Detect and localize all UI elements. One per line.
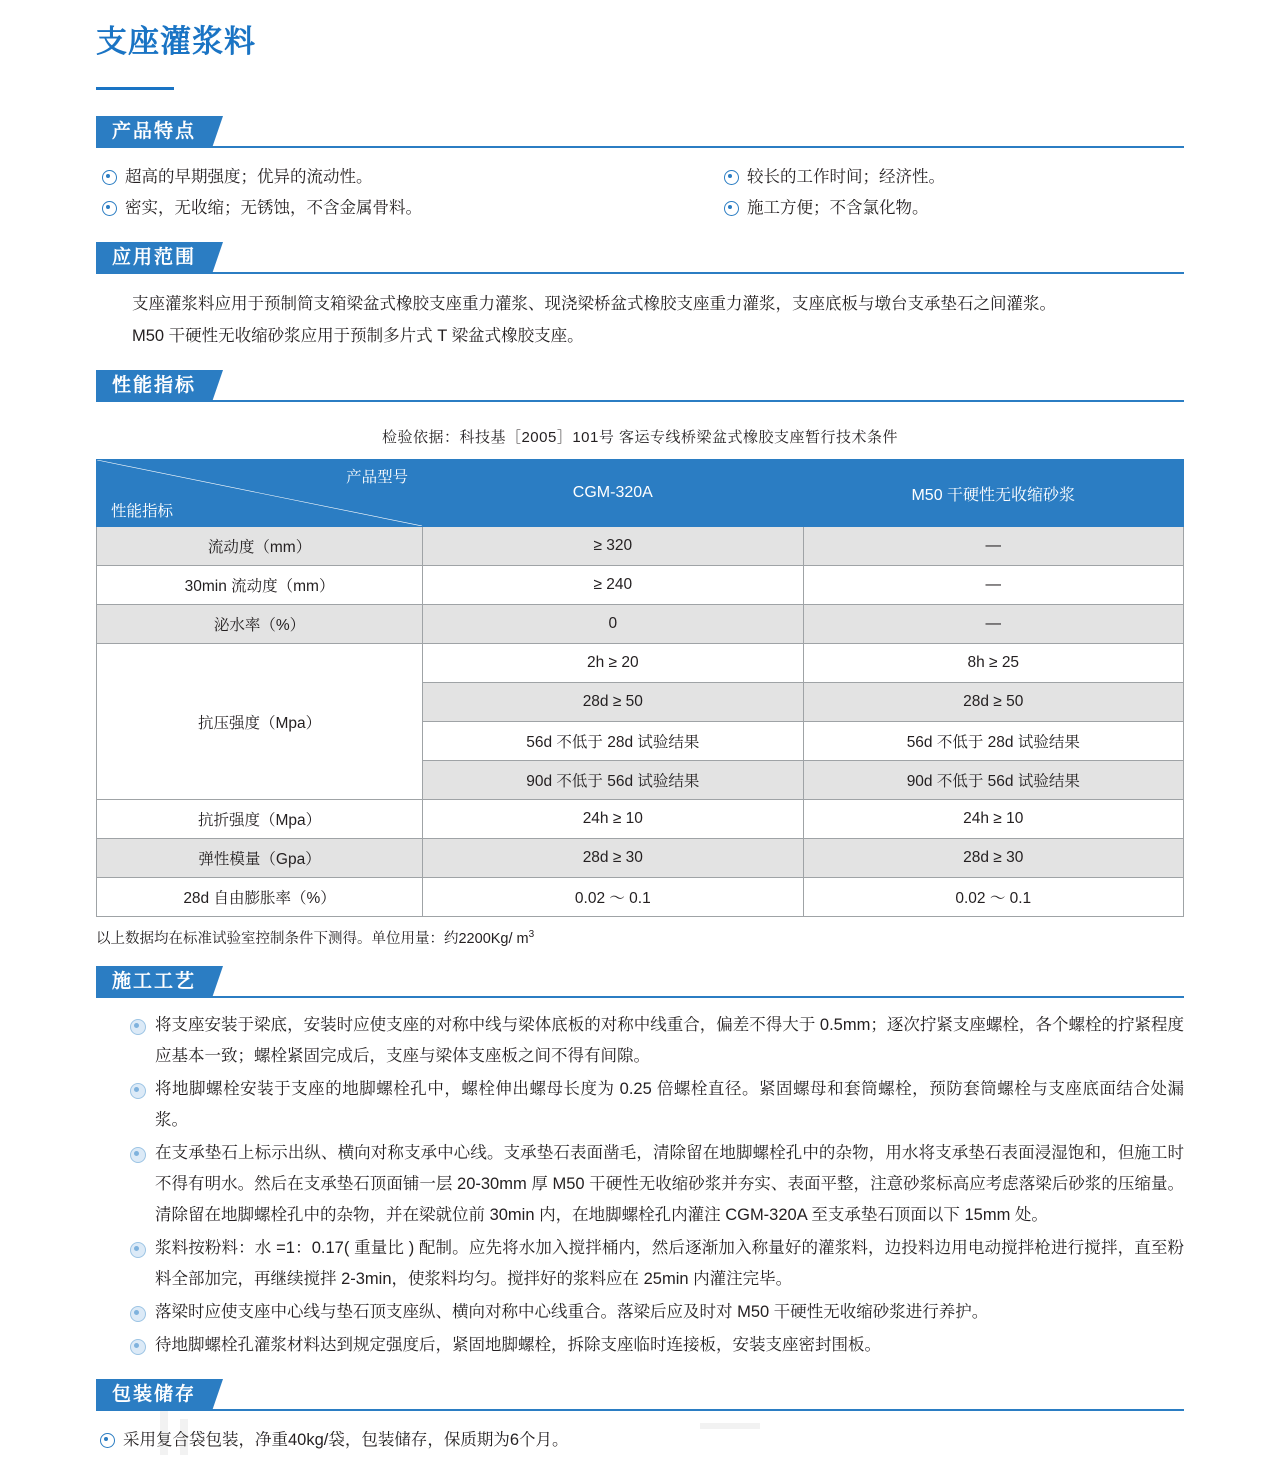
table-cell: 28d ≥ 30 (423, 839, 803, 878)
test-basis-note: 检验依据：科技基［2005］101号 客运专线桥梁盆式橡胶支座暂行技术条件 (381, 429, 899, 446)
section-title-packaging: 包装储存 (96, 1379, 212, 1411)
section-header-packaging (96, 1379, 1184, 1411)
table-cell: 90d 不低于 56d 试验结果 (423, 761, 803, 800)
table-cell: 0.02 ～ 0.1 (803, 878, 1183, 917)
table-row (97, 566, 1184, 605)
list-item (724, 162, 1184, 193)
table-cell: 90d 不低于 56d 试验结果 (803, 761, 1183, 800)
table-row (97, 878, 1184, 917)
row-label: 弹性模量（Gpa） (97, 839, 423, 878)
performance-table (96, 459, 1184, 917)
list-item (724, 193, 1184, 224)
table-cell: 56d 不低于 28d 试验结果 (423, 722, 803, 761)
row-label: 抗折强度（Mpa） (97, 800, 423, 839)
table-row (97, 605, 1184, 644)
section-performance (96, 370, 1184, 948)
bullet-circle-icon (130, 1019, 146, 1035)
section-title-scope: 应用范围 (96, 242, 212, 274)
bullet-circle-icon (130, 1306, 146, 1322)
section-header-features (96, 116, 1184, 148)
feature-text: 施工方便；不含氯化物。 (747, 199, 929, 217)
section-divider (96, 1409, 1184, 1411)
table-cell: ≥ 320 (423, 527, 803, 566)
table-column-header: M50 干硬性无收缩砂浆 (803, 460, 1183, 527)
table-header-row (97, 460, 1184, 527)
feature-text: 密实，无收缩；无锈蚀，不含金属骨料。 (125, 199, 422, 217)
table-cell: — (803, 566, 1183, 605)
table-cell: 0 (423, 605, 803, 644)
bullet-circle-icon (100, 1433, 115, 1448)
feature-column-left (96, 162, 640, 224)
list-item (96, 1010, 1184, 1072)
packaging-list (96, 1425, 1184, 1455)
table-footnote-superscript: 3 (528, 929, 535, 941)
table-cell: — (803, 605, 1183, 644)
section-scope (96, 242, 1184, 352)
table-row (97, 527, 1184, 566)
table-cell: 2h ≥ 20 (423, 644, 803, 683)
table-cell: ≥ 240 (423, 566, 803, 605)
table-footnote-text: 以上数据均在标准试验室控制条件下测得。单位用量：约2200Kg/ m (96, 931, 529, 947)
section-packaging (96, 1379, 1184, 1455)
row-label: 30min 流动度（mm） (97, 566, 423, 605)
table-footnote (96, 927, 1184, 948)
bullet-circle-icon (102, 201, 117, 216)
list-item (96, 1330, 1184, 1361)
scope-paragraph: 支座灌浆料应用于预制简支箱梁盆式橡胶支座重力灌浆、现浇梁桥盆式橡胶支座重力灌浆，支座底板与墩台支承垫石之间灌浆。 (132, 295, 1056, 313)
table-cell: 28d ≥ 50 (423, 683, 803, 722)
table-cell: 56d 不低于 28d 试验结果 (803, 722, 1183, 761)
list-item (100, 1425, 1184, 1455)
row-axis-label: 性能指标 (111, 503, 174, 520)
table-cell: 28d ≥ 30 (803, 839, 1183, 878)
table-cell: 24h ≥ 10 (423, 800, 803, 839)
step-text: 浆料按粉料：水 =1：0.17( 重量比 ) 配制。应先将水加入搅拌桶内，然后逐渐加入称量好的灌浆料，边投料边用电动搅拌枪进行搅拌，直至粉料全部加完，再继续搅拌 2-3min，使浆料均匀。搅拌好的浆料应在 25min 内灌注完毕。 (155, 1239, 1184, 1288)
section-header-construction (96, 966, 1184, 998)
bullet-circle-icon (130, 1242, 146, 1258)
packaging-text: 采用复合袋包装，净重40kg/袋，包装储存，保质期为6个月。 (123, 1431, 569, 1449)
section-construction (96, 966, 1184, 1361)
list-item (102, 162, 640, 193)
table-row (97, 839, 1184, 878)
table-cell: 8h ≥ 25 (803, 644, 1183, 683)
page-title: 支座灌浆料 (96, 24, 256, 59)
section-divider (96, 996, 1184, 998)
list-item (96, 1297, 1184, 1328)
bullet-circle-icon (724, 201, 739, 216)
step-text: 将地脚螺栓安装于支座的地脚螺栓孔中，螺栓伸出螺母长度为 0.25 倍螺栓直径。紧固螺母和套筒螺栓，预防套筒螺栓与支座底面结合处漏浆。 (155, 1080, 1184, 1129)
construction-step-list (96, 1010, 1184, 1361)
bullet-circle-icon (102, 170, 117, 185)
column-axis-label: 产品型号 (346, 469, 409, 486)
scope-paragraphs (96, 288, 1184, 352)
bullet-circle-icon (724, 170, 739, 185)
list-item (96, 1074, 1184, 1136)
bullet-circle-icon (130, 1083, 146, 1099)
table-cell: 28d ≥ 50 (803, 683, 1183, 722)
bullet-circle-icon (130, 1339, 146, 1355)
feature-text: 超高的早期强度；优异的流动性。 (125, 168, 373, 186)
section-header-scope (96, 242, 1184, 274)
section-divider (96, 272, 1184, 274)
table-cell: 0.02 ～ 0.1 (423, 878, 803, 917)
scope-paragraph: M50 干硬性无收缩砂浆应用于预制多片式 T 梁盆式橡胶支座。 (132, 327, 584, 345)
step-text: 待地脚螺栓孔灌浆材料达到规定强度后，紧固地脚螺栓，拆除支座临时连接板，安装支座密封围板。 (155, 1336, 881, 1354)
table-row (97, 644, 1184, 683)
section-features (96, 116, 1184, 224)
table-row (97, 800, 1184, 839)
bullet-circle-icon (130, 1147, 146, 1163)
table-cell: 24h ≥ 10 (803, 800, 1183, 839)
list-item (96, 1138, 1184, 1231)
table-cell: — (803, 527, 1183, 566)
section-title-features: 产品特点 (96, 116, 212, 148)
table-column-header: CGM-320A (423, 460, 803, 527)
feature-column-right (640, 162, 1184, 224)
row-label: 流动度（mm） (97, 527, 423, 566)
row-label: 28d 自由膨胀率（%） (97, 878, 423, 917)
step-text: 在支承垫石上标示出纵、横向对称支承中心线。支承垫石表面凿毛，清除留在地脚螺栓孔中的杂物，用水将支承垫石表面浸湿饱和，但施工时不得有明水。然后在支承垫石顶面铺一层 20-30mm 厚 M50 干硬性无收缩砂浆并夯实、表面平整，注意砂浆标高应考虑落梁后砂浆的压缩量。清除留在地脚螺栓孔中的杂物，并在梁就位前 30min 内，在地脚螺栓孔内灌注 CGM-320A 至支承垫石顶面以下 15mm 处。 (155, 1144, 1184, 1224)
section-title-construction: 施工工艺 (96, 966, 212, 998)
step-text: 落梁时应使支座中心线与垫石顶支座纵、横向对称中心线重合。落梁后应及时对 M50 干硬性无收缩砂浆进行养护。 (155, 1303, 989, 1321)
section-title-performance: 性能指标 (96, 370, 212, 402)
section-divider (96, 146, 1184, 148)
step-text: 将支座安装于梁底，安装时应使支座的对称中线与梁体底板的对称中线重合，偏差不得大于 0.5mm；逐次拧紧支座螺栓，各个螺栓的拧紧程度应基本一致；螺栓紧固完成后，支座与梁体支座板之间不得有间隙。 (155, 1016, 1184, 1065)
section-divider (96, 400, 1184, 402)
row-label-compressive: 抗压强度（Mpa） (97, 644, 423, 800)
feature-text: 较长的工作时间；经济性。 (747, 168, 945, 186)
feature-list (96, 162, 1184, 224)
list-item (102, 193, 640, 224)
section-header-performance (96, 370, 1184, 402)
title-underline (96, 87, 174, 90)
row-label: 泌水率（%） (97, 605, 423, 644)
list-item (96, 1233, 1184, 1295)
table-corner-cell (97, 460, 423, 527)
